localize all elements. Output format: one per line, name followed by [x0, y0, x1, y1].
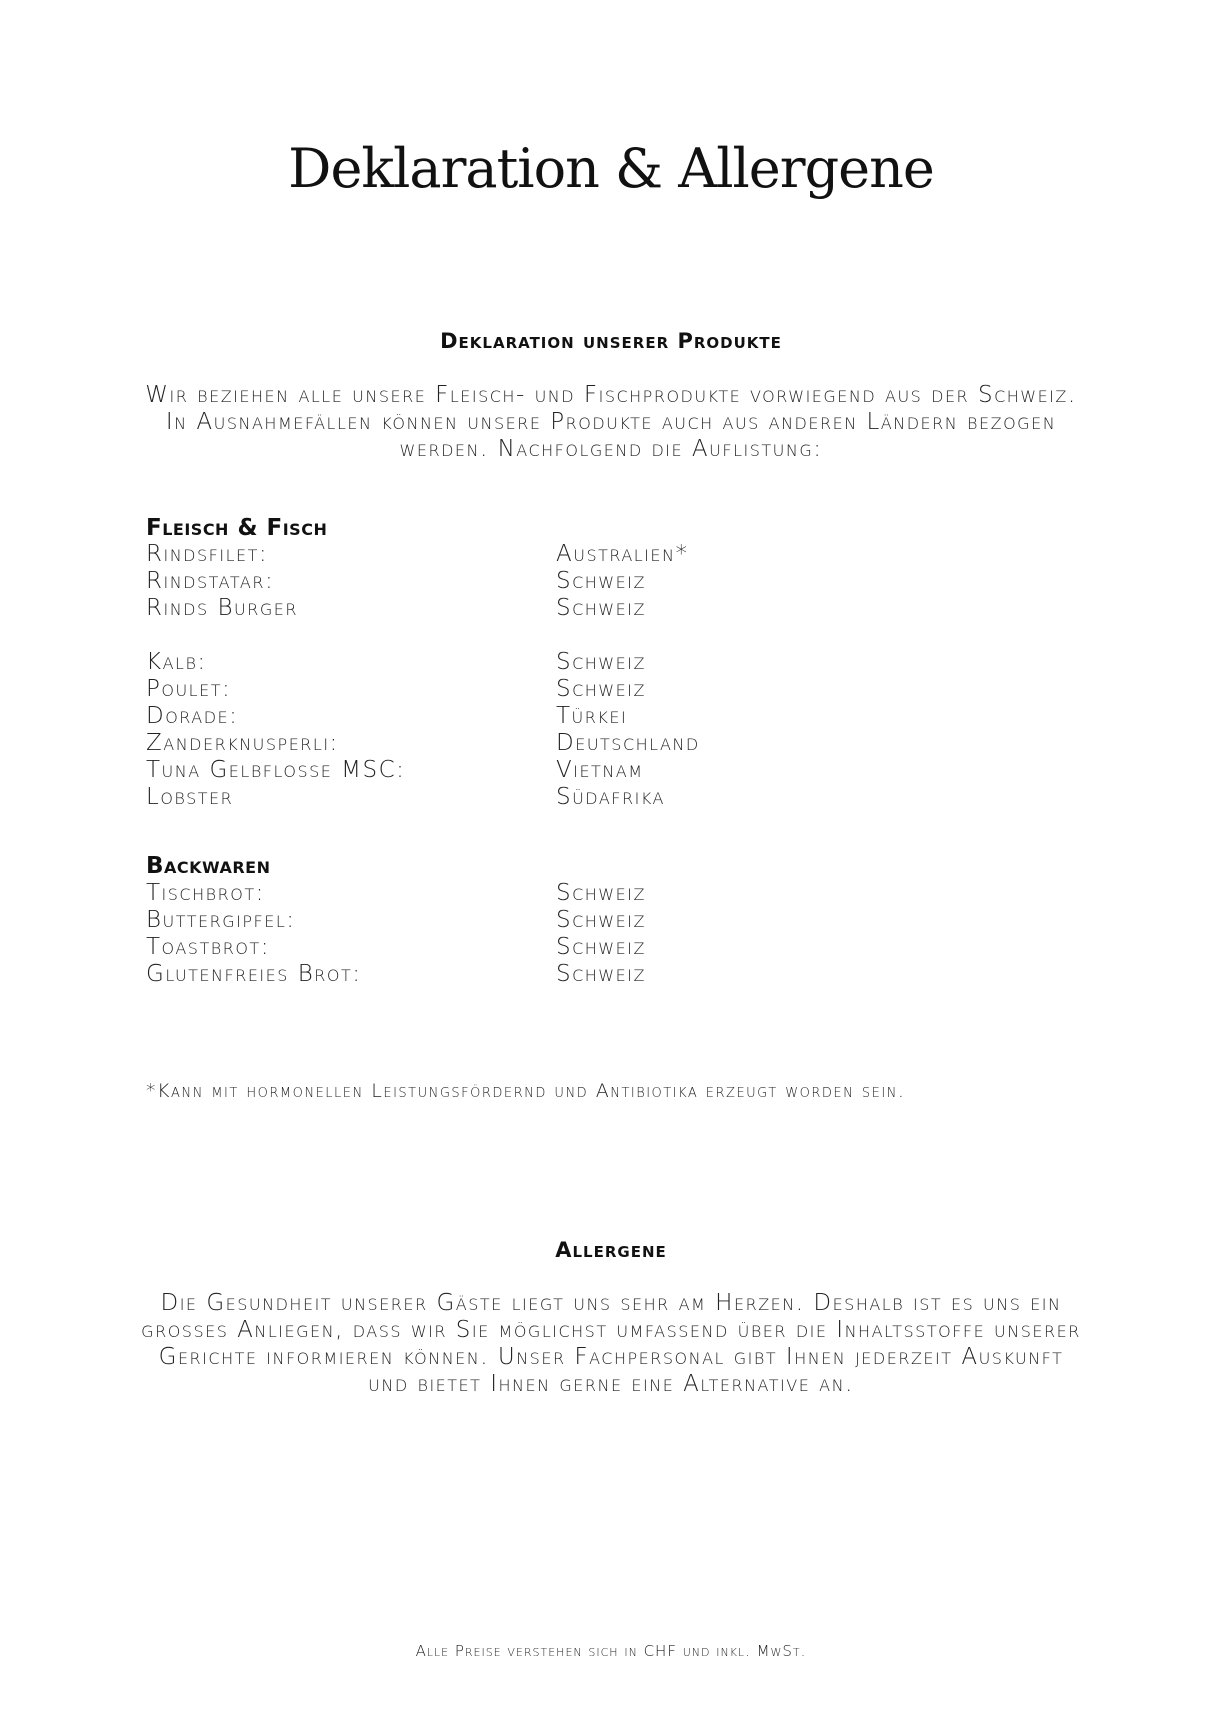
item-name: Buttergipfel:: [146, 907, 296, 933]
meat-fish-heading: Fleisch & Fisch: [146, 515, 328, 541]
item-origin: Schweiz: [556, 961, 646, 987]
bakery-heading: Backwaren: [146, 853, 271, 879]
list-item: [146, 568, 846, 595]
bakery-list: [146, 880, 846, 988]
item-name: Tischbrot:: [146, 880, 265, 906]
allergens-text: Die Gesundheit unserer Gäste liegt uns sehr am Herzen. Deshalb ist es uns ein grosses Anliegen, dass wir Sie möglichst umfassend über die Inhaltsstoffe unserer Gerichte informieren können. Unser Fachpersonal gibt Ihnen jederzeit Auskunft und bietet Ihnen gerne eine Alternative an.: [141, 1290, 1081, 1397]
meat-fish-list: [146, 649, 846, 811]
item-origin: Australien*: [556, 541, 689, 567]
item-origin: Schweiz: [556, 595, 646, 621]
allergens-heading: Allergene: [555, 1238, 667, 1262]
item-name: Zanderknusperli:: [146, 730, 339, 756]
item-origin: Deutschland: [556, 730, 700, 756]
item-origin: Schweiz: [556, 907, 646, 933]
list-item: [146, 934, 846, 961]
item-origin: Schweiz: [556, 880, 646, 906]
page-title: Deklaration & Allergene: [288, 137, 934, 200]
item-origin: Schweiz: [556, 649, 646, 675]
list-item: [146, 649, 846, 676]
item-name: Glutenfreies Brot:: [146, 961, 362, 987]
list-item: [146, 541, 846, 568]
list-item: [146, 703, 846, 730]
item-origin: Südafrika: [556, 784, 665, 810]
list-item: [146, 907, 846, 934]
item-name: Rinds Burger: [146, 595, 298, 621]
item-origin: Türkei: [556, 703, 628, 729]
item-origin: Vietnam: [556, 757, 644, 783]
item-name: Lobster: [146, 784, 234, 810]
list-item: [146, 676, 846, 703]
list-item: [146, 784, 846, 811]
list-item: [146, 595, 846, 622]
item-name: Dorade:: [146, 703, 239, 729]
item-name: Poulet:: [146, 676, 232, 702]
item-name: Tuna Gelbflosse MSC:: [146, 757, 406, 783]
list-item: [146, 961, 846, 988]
price-footer: Alle Preise verstehen sich in CHF und inkl. MwSt.: [415, 1642, 807, 1660]
beef-list: [146, 541, 846, 622]
item-name: Toastbrot:: [146, 934, 270, 960]
item-name: Rindsfilet:: [146, 541, 269, 567]
item-name: Kalb:: [146, 649, 207, 675]
declaration-heading: Deklaration unserer Produkte: [440, 329, 782, 353]
item-name: Rindstatar:: [146, 568, 275, 594]
declaration-intro: Wir beziehen alle unsere Fleisch- und Fischprodukte vorwiegend aus der Schweiz. In Ausnahmefällen können unsere Produkte auch aus anderen Ländern bezogen werden. Nachfolgend die Auflistung:: [145, 382, 1077, 462]
list-item: [146, 730, 846, 757]
list-item: [146, 880, 846, 907]
item-origin: Schweiz: [556, 568, 646, 594]
list-item: [146, 757, 846, 784]
item-origin: Schweiz: [556, 676, 646, 702]
item-origin: Schweiz: [556, 934, 646, 960]
footnote: *Kann mit hormonellen Leistungsfördernd und Antibiotika erzeugt worden sein.: [146, 1080, 906, 1102]
